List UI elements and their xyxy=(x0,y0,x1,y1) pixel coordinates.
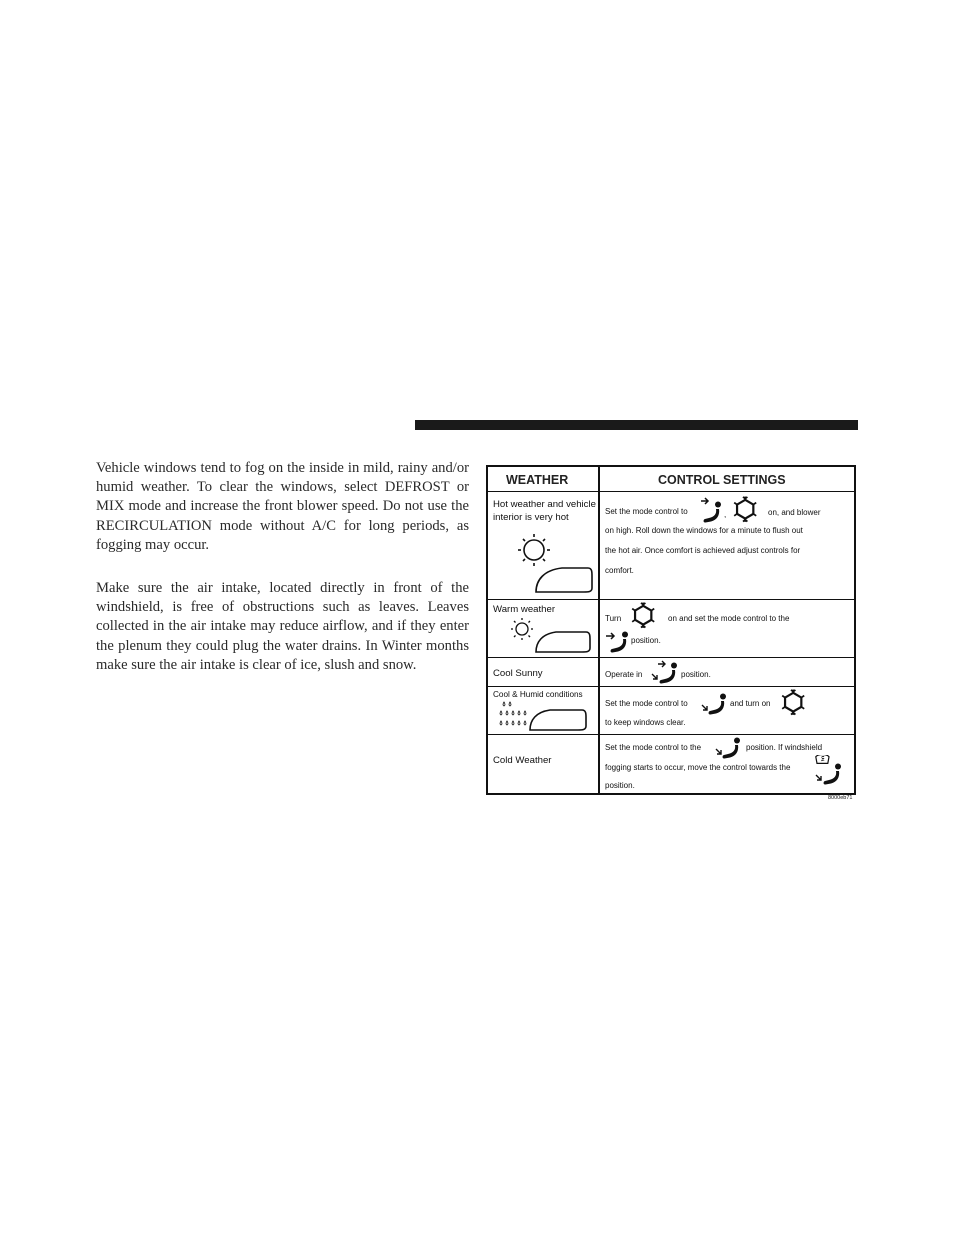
snowflake-icon xyxy=(732,496,762,526)
windshield-icon xyxy=(536,632,590,652)
snowflake-icon xyxy=(780,689,810,719)
control-text: position. xyxy=(681,670,711,679)
body-paragraph-air-intake: Make sure the air intake, located directly in front of the windshield, is free of obstructions such as leaves. Leaves collected in the air intake may reduce airflow, and if they enter the plenum they could plug the water drains. In Winter months make sure the air intake is clear of ice, slush and snow. xyxy=(96,580,469,673)
control-text: on and set the mode control to the xyxy=(668,614,790,623)
control-text: Set the mode control to xyxy=(605,699,688,708)
body-paragraph-fogging: Vehicle windows tend to fog on the inside in mild, rainy and/or humid weather. To clear the windows, select DEFROST or MIX mode and increase the front blower speed. Do not use the RECIRCULATION mode without A/C for long periods, as fogging may occur. xyxy=(96,460,469,553)
sun-icon xyxy=(514,532,594,598)
control-text: Set the mode control to the xyxy=(605,743,702,752)
defrost-floor-mode-icon xyxy=(700,691,730,719)
control-text: Turn xyxy=(605,614,622,623)
control-text: Operate in xyxy=(605,670,643,679)
control-text: and turn on xyxy=(730,699,771,708)
control-text: fogging starts to occur, move the control towards the xyxy=(605,763,791,772)
windshield-icon xyxy=(536,568,592,592)
floor-mode-icon xyxy=(714,735,744,763)
section-header-bar xyxy=(415,420,858,430)
weather-label: Cold Weather xyxy=(493,755,552,766)
windshield-icon xyxy=(530,710,586,730)
weather-label: Hot weather and vehicle interior is very hot xyxy=(493,499,596,523)
weather-label: Cool Sunny xyxy=(493,668,543,679)
bilevel-mode-icon xyxy=(699,496,725,526)
header-control-settings: CONTROL SETTINGS xyxy=(658,473,786,487)
weather-label: Cool & Humid conditions xyxy=(493,690,583,699)
weather-label: Warm weather xyxy=(493,604,556,615)
control-text: , xyxy=(724,510,727,519)
rain-icon xyxy=(496,699,594,733)
bilevel-mode-icon xyxy=(650,660,680,686)
sun-icon xyxy=(508,616,594,656)
control-text: to keep windows clear. xyxy=(605,718,686,727)
snowflake-icon xyxy=(630,602,660,632)
control-text: comfort. xyxy=(605,566,634,575)
header-weather: WEATHER xyxy=(506,473,569,487)
figure-reference-code: 8000eb71 xyxy=(828,795,853,801)
defrost-floor-mode-icon xyxy=(814,755,844,785)
table-header-row xyxy=(488,467,854,492)
control-text: position. xyxy=(631,636,661,645)
control-text: position. xyxy=(605,781,635,790)
table-row-warm-weather xyxy=(488,600,854,658)
table-row-hot-weather xyxy=(488,492,854,600)
control-text: on, and blower xyxy=(768,508,821,517)
control-text: on high. Roll down the windows for a minute to flush out xyxy=(605,526,803,535)
table-row-cool-sunny xyxy=(488,658,854,687)
table-row-cold-weather xyxy=(488,735,854,793)
table-row-cool-humid xyxy=(488,687,854,735)
control-text: the hot air. Once comfort is achieved adjust controls for xyxy=(605,546,801,555)
control-text: position. If windshield xyxy=(746,743,823,752)
control-text: Set the mode control to xyxy=(605,507,688,516)
weather-control-settings-table xyxy=(486,465,856,795)
panel-mode-icon xyxy=(604,628,632,654)
